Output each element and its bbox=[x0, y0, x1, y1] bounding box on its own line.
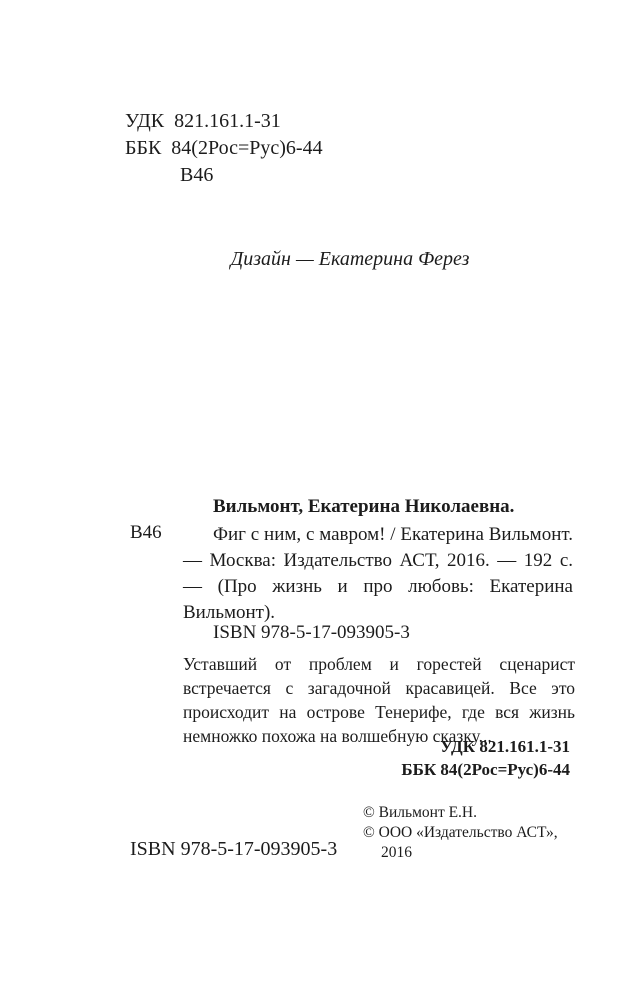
isbn-bottom: ISBN 978-5-17-093905-3 bbox=[130, 838, 338, 860]
bbk-bottom-line: ББК 84(2Рос=Рус)6-44 bbox=[401, 760, 570, 779]
bibliographic-entry: Фиг с ним, с мавром! / Екатерина Вильмонт. — Москва: Издательство АСТ, 2016. — 192 с. — (Про жизнь и про любовь: Екатерина Вильмонт). bbox=[183, 524, 573, 623]
copyright-author: © Вильмонт Е.Н. bbox=[363, 804, 478, 821]
copyright-publisher: © ООО «Издательство АСТ», 2016 bbox=[363, 824, 558, 861]
copyright-block bbox=[363, 803, 578, 863]
classification-code-top: В46 bbox=[180, 164, 214, 186]
udk-bottom-line: УДК 821.161.1-31 bbox=[440, 737, 570, 756]
top-classification-block bbox=[125, 108, 323, 189]
catalog-code: В46 bbox=[130, 522, 162, 543]
bbk-top-line: ББК 84(2Рос=Рус)6-44 bbox=[125, 137, 323, 159]
isbn-middle: ISBN 978-5-17-093905-3 bbox=[213, 622, 410, 643]
udk-top-line: УДК 821.161.1-31 bbox=[125, 110, 281, 132]
author-heading: Вильмонт, Екатерина Николаевна. bbox=[213, 496, 515, 517]
bottom-classification-block bbox=[401, 735, 570, 781]
designer-credit: Дизайн — Екатерина Ферез bbox=[230, 248, 470, 270]
annotation-text: Уставший от проблем и горестей сценарист встречается с загадочной красавицей. Все это происходит на острове Тенерифе, где вся жизнь немножко похожа на волшебную сказку... bbox=[183, 654, 575, 746]
